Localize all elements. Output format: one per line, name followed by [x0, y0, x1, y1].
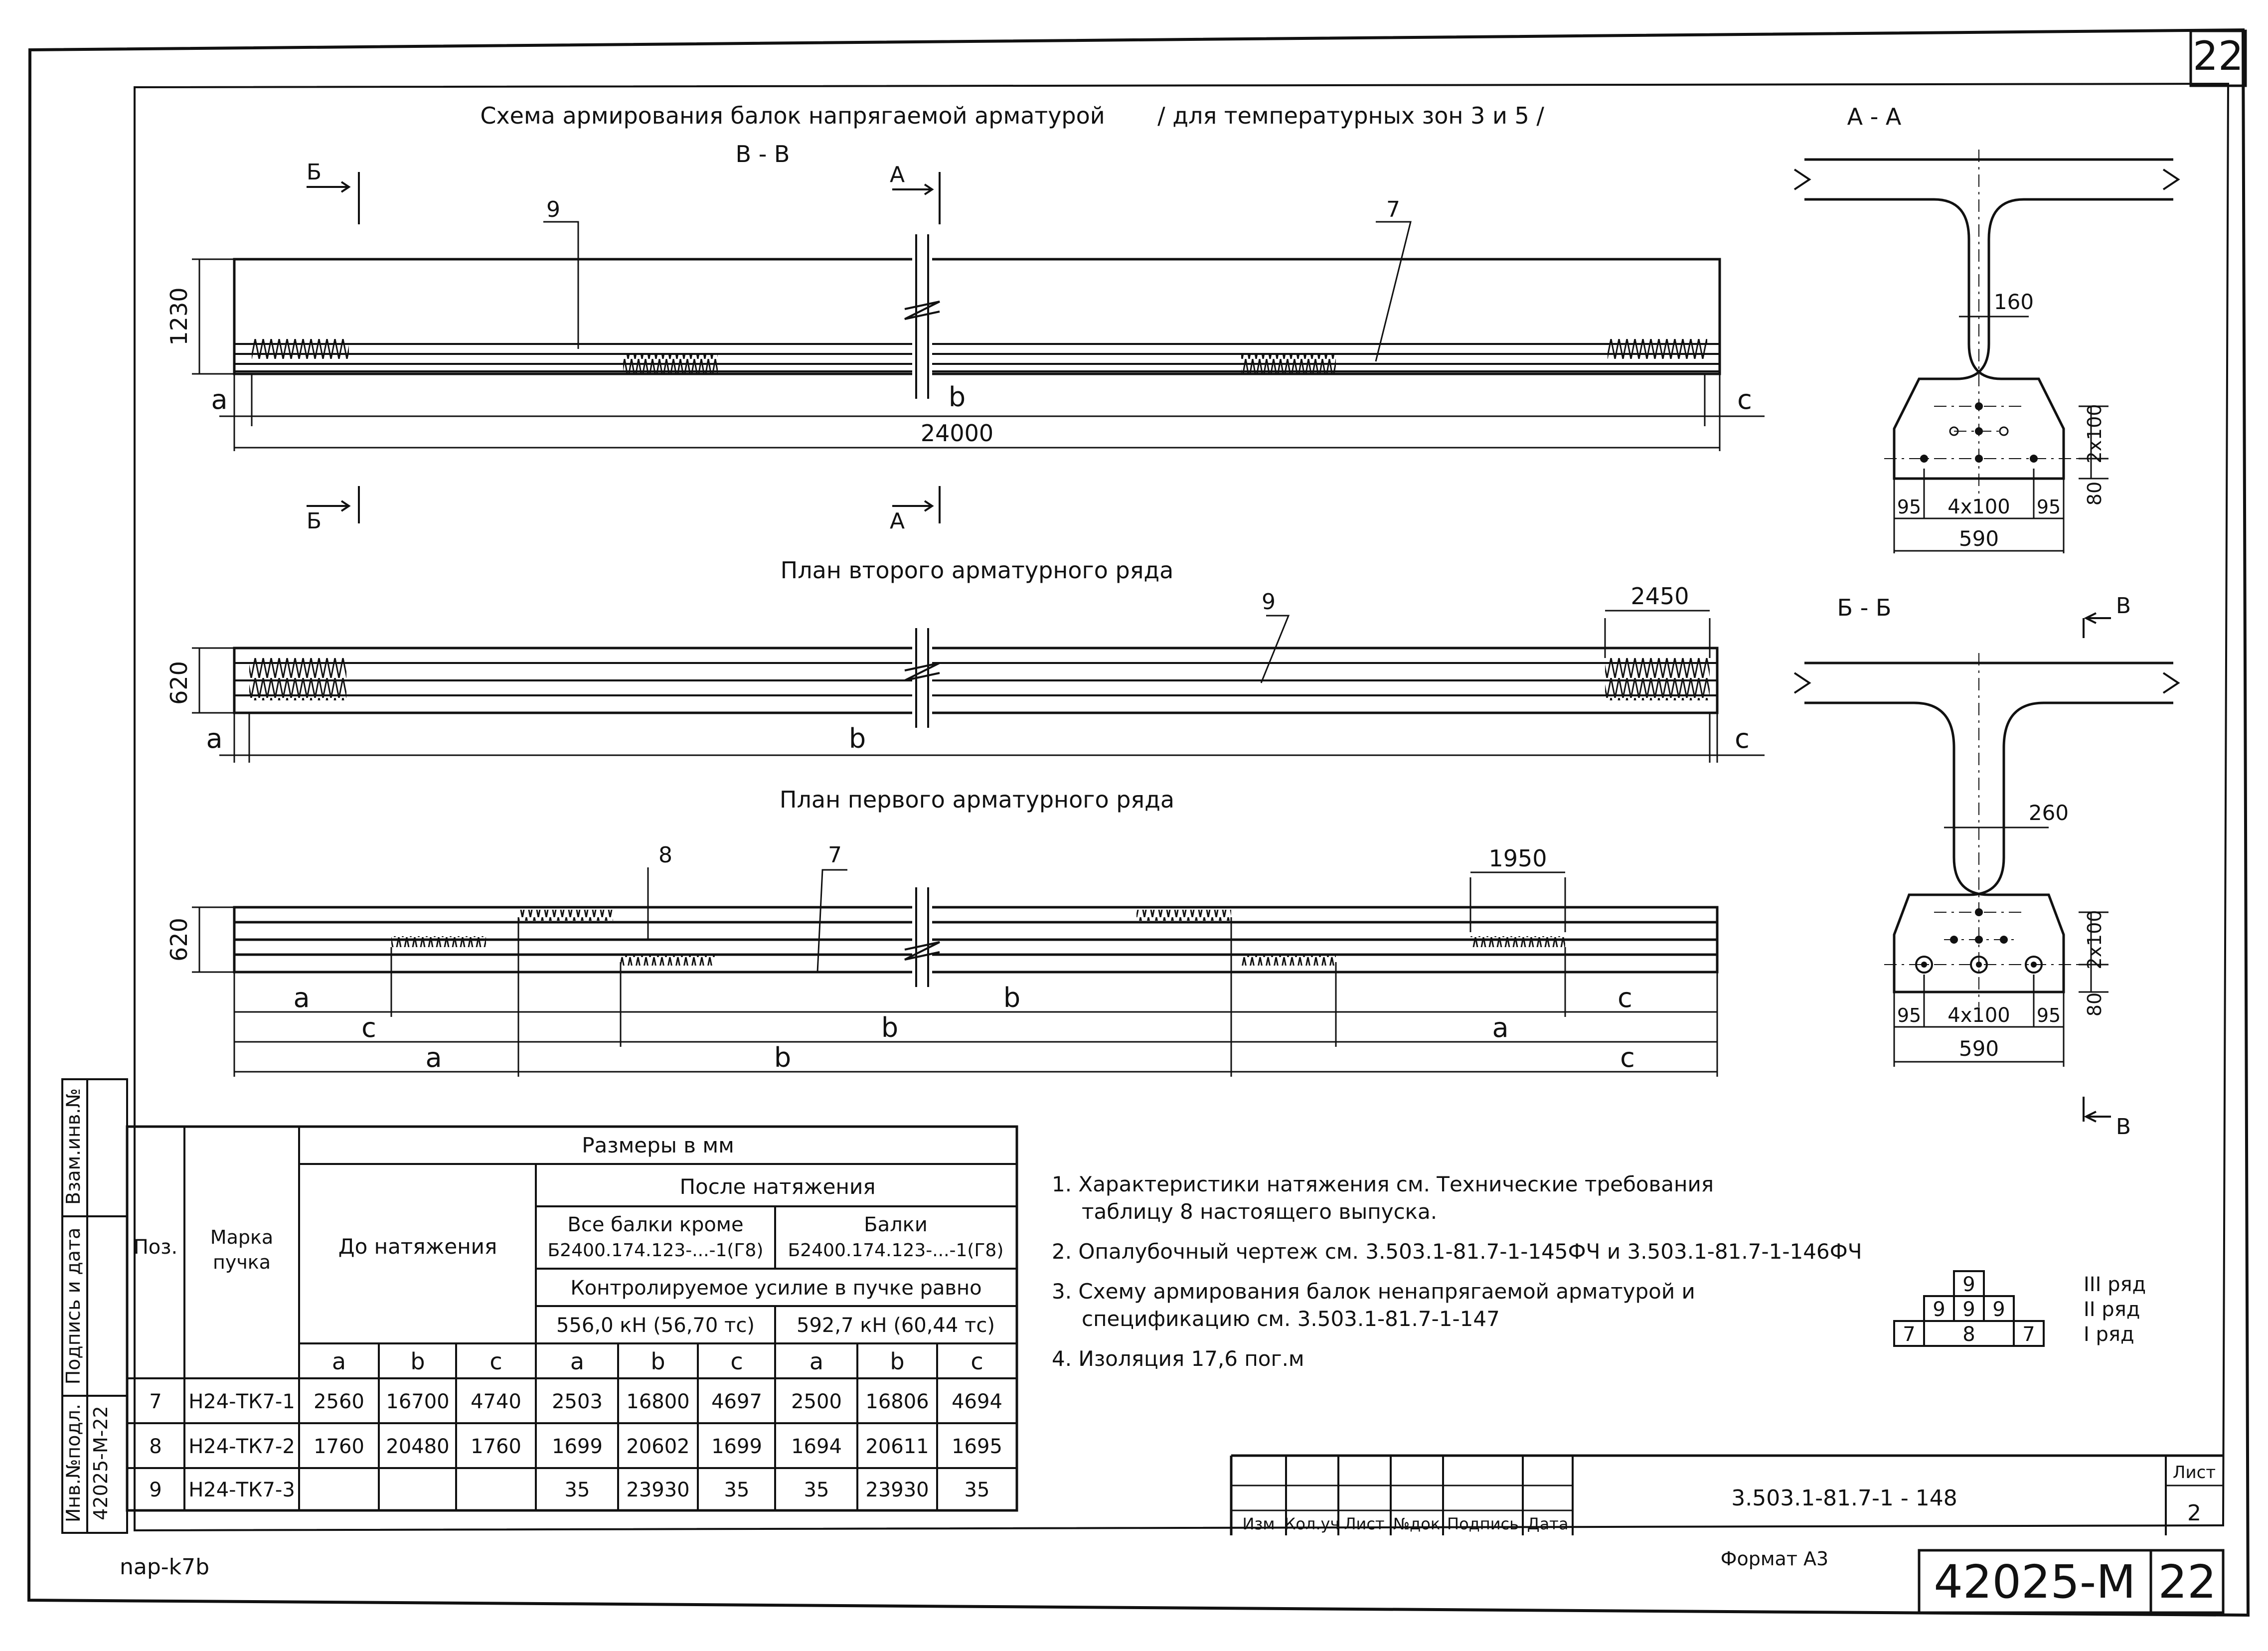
sheet-title: Схема армирования балок напрягаемой арматурой	[480, 102, 1105, 129]
elevation-pos-7: 7	[1386, 197, 1400, 222]
tb-archive-sheet: 22	[2158, 1555, 2217, 1609]
cell: 23930	[626, 1479, 690, 1501]
aa-web-dim: 160	[1993, 290, 2034, 314]
legend-mid-2: 9	[1992, 1298, 2005, 1321]
abc-6: a	[809, 1348, 824, 1375]
plan2-b-label: b	[848, 723, 866, 754]
table-header-before: До натяжения	[338, 1234, 497, 1259]
plan2-a-label: a	[206, 723, 223, 754]
plan1-row2-b: b	[881, 1012, 899, 1043]
tb-col-3: №док	[1393, 1514, 1441, 1533]
plan2-title: План второго арматурного ряда	[780, 557, 1174, 584]
table-header-after: После натяжения	[679, 1174, 876, 1199]
table-header-sizes: Размеры в мм	[582, 1133, 734, 1157]
note-3-cont: спецификацию см. 3.503.1-81.7-1-147	[1082, 1307, 1500, 1331]
cell: 1699	[552, 1435, 603, 1458]
cut-a-top: А	[889, 162, 905, 187]
plan1-row3-b: b	[774, 1042, 792, 1073]
bottom-left-note: nap-k7b	[119, 1554, 210, 1580]
aa-dim-95-left: 95	[1897, 496, 1922, 518]
abc-1: b	[410, 1348, 425, 1375]
legend-bot-2: 7	[2022, 1323, 2035, 1346]
cut-b-bottom: Б	[306, 508, 322, 534]
table-force-1: 556,0 кН (56,70 тс)	[556, 1314, 755, 1337]
plan1-row1-b: b	[1003, 982, 1021, 1013]
note-4: 4. Изоляция 17,6 пог.м	[1052, 1346, 1304, 1371]
table-row-8	[149, 1435, 1002, 1458]
plan1-span-dim: 1950	[1488, 845, 1547, 872]
elevation-b-label: b	[948, 381, 966, 413]
cell: 1695	[952, 1435, 1002, 1458]
section-aa	[1794, 150, 2178, 553]
table-abc-headers	[332, 1348, 983, 1375]
table-header-force: Контролируемое усилие в пучке равно	[570, 1277, 982, 1300]
legend-bot-1: 8	[1962, 1323, 1975, 1346]
note-1-cont: таблицу 8 настоящего выпуска.	[1082, 1199, 1438, 1224]
bb-dim-95-right: 95	[2036, 1004, 2061, 1026]
cell: 2500	[791, 1390, 842, 1413]
cell: 4694	[952, 1390, 1002, 1413]
cell: 7	[149, 1390, 162, 1413]
tb-sheet-number: 2	[2187, 1500, 2201, 1526]
abc-4: b	[650, 1348, 665, 1375]
plan2-pos-9: 9	[1262, 589, 1276, 615]
plan1-pos-8: 8	[658, 842, 672, 868]
aa-dim-4x100: 4x100	[1947, 495, 2010, 518]
legend-label-2: II ряд	[2084, 1298, 2140, 1321]
table-header-beams-code: Б2400.174.123-...-1(Г8)	[788, 1240, 1004, 1261]
legend-mid-0: 9	[1933, 1298, 1945, 1321]
legend-mid-1: 9	[1962, 1298, 1975, 1321]
tb-document-code: 3.503.1-81.7-1 - 148	[1731, 1486, 1957, 1511]
bb-cut-v-bottom: В	[2115, 1114, 2131, 1140]
tb-col-2: Лист	[1344, 1514, 1385, 1533]
abc-5: c	[730, 1348, 743, 1375]
legend-bot-0: 7	[1903, 1323, 1916, 1346]
plan1-row1-a: a	[293, 982, 310, 1013]
section-bb-title: Б - Б	[1837, 594, 1892, 621]
plan1-pos-7: 7	[828, 842, 842, 868]
cell: 2560	[314, 1390, 364, 1413]
stamp-orig-inv-value: 42025-M-22	[90, 1406, 112, 1520]
cell: 1699	[711, 1435, 762, 1458]
elevation-c-label: c	[1737, 384, 1752, 415]
cell: 16806	[865, 1390, 929, 1413]
table-header-pos: Поз.	[133, 1236, 178, 1259]
legend-label-1: I ряд	[2084, 1323, 2134, 1346]
plan2-beam	[192, 611, 1765, 763]
tb-col-0: Изм	[1242, 1514, 1275, 1533]
aa-bottom-dim: 80	[2084, 481, 2106, 506]
cell: 16800	[626, 1390, 690, 1413]
table-header-mark-2: пучка	[212, 1251, 271, 1273]
tb-col-1: Кол.уч	[1284, 1514, 1340, 1533]
plan1-beam	[192, 867, 1717, 1077]
note-2: 2. Опалубочный чертеж см. 3.503.1-81.7-1-145ФЧ и 3.503.1-81.7-1-146ФЧ	[1052, 1239, 1862, 1264]
cell: 23930	[865, 1479, 929, 1501]
cell: 4740	[471, 1390, 521, 1413]
cut-a-bottom: А	[889, 508, 905, 534]
plan1-row1-c: c	[1618, 982, 1632, 1013]
table-header-beams: Балки	[864, 1213, 928, 1236]
plan1-row3-c: c	[1620, 1042, 1635, 1073]
rows-legend-values	[1903, 1273, 2146, 1346]
note-1: 1. Характеристики натяжения см. Технические требования	[1052, 1172, 1714, 1196]
bb-web-dim: 260	[2028, 801, 2069, 825]
bb-dim-95-left: 95	[1897, 1004, 1922, 1026]
cell: 9	[149, 1479, 162, 1501]
cell: Н24-ТК7-2	[188, 1435, 295, 1458]
cell: Н24-ТК7-3	[188, 1479, 295, 1501]
cell: 1760	[314, 1435, 364, 1458]
cell: 35	[804, 1479, 829, 1501]
plan2-c-label: c	[1735, 723, 1750, 754]
table-row-7	[149, 1390, 1002, 1413]
cell: 20602	[626, 1435, 690, 1458]
elevation-length-dim: 24000	[920, 420, 994, 447]
tb-sheet-label: Лист	[2172, 1463, 2216, 1483]
table-header-all-code: Б2400.174.123-...-1(Г8)	[547, 1240, 764, 1261]
elevation-pos-9: 9	[546, 197, 560, 222]
plan1-width-dim: 620	[165, 918, 192, 962]
stamp-orig-inv: Инв.№подл.	[62, 1403, 84, 1523]
cell: 35	[724, 1479, 750, 1501]
title-block-cols	[1242, 1514, 1568, 1533]
plan2-span-dim: 2450	[1630, 583, 1689, 610]
tb-col-4: Подпись	[1447, 1514, 1519, 1533]
bb-total-dim: 590	[1958, 1036, 1999, 1061]
legend-top-0: 9	[1962, 1273, 1975, 1296]
corner-sheet-number: 22	[2193, 33, 2244, 79]
aa-total-dim: 590	[1958, 526, 1999, 551]
note-3: 3. Схему армирования балок ненапрягаемой арматурой и	[1052, 1279, 1695, 1304]
tb-col-5: Дата	[1527, 1514, 1569, 1533]
abc-2: c	[489, 1348, 502, 1375]
plan2-width-dim: 620	[165, 661, 192, 705]
bb-vertical-dim: 2x100	[2084, 910, 2106, 970]
elevation-a-label: a	[211, 384, 228, 415]
abc-0: a	[331, 1348, 346, 1375]
plan1-row3-a: a	[425, 1042, 442, 1073]
cell: 16700	[386, 1390, 450, 1413]
elevation-beam	[192, 172, 1765, 523]
tb-format: Формат А3	[1720, 1548, 1829, 1570]
zone-note: / для температурных зон 3 и 5 /	[1157, 102, 1544, 129]
abc-7: b	[890, 1348, 905, 1375]
cut-b-top: Б	[306, 160, 322, 185]
plan1-row2-a: a	[1492, 1012, 1509, 1043]
table-header-all: Все балки кроме	[567, 1213, 744, 1236]
cell: 20611	[865, 1435, 929, 1458]
abc-8: c	[971, 1348, 983, 1375]
plan1-row2-c: c	[361, 1012, 376, 1043]
notes	[1052, 1172, 1862, 1371]
legend-label-3: III ряд	[2084, 1273, 2146, 1296]
section-aa-title: А - А	[1847, 103, 1902, 130]
plan1-title: План первого арматурного ряда	[779, 786, 1175, 813]
bb-bottom-dim: 80	[2084, 992, 2106, 1017]
cell: 35	[564, 1479, 590, 1501]
cell: 8	[149, 1435, 162, 1458]
cell: Н24-ТК7-1	[188, 1390, 295, 1413]
tb-archive-number: 42025-M	[1934, 1555, 2136, 1609]
stamp-sign-date: Подпись и дата	[62, 1227, 84, 1385]
cell: 1760	[471, 1435, 521, 1458]
cell: 20480	[386, 1435, 450, 1458]
elevation-height-dim: 1230	[165, 287, 192, 346]
cell: 1694	[791, 1435, 842, 1458]
table-row-9	[149, 1479, 989, 1501]
cell: 35	[964, 1479, 990, 1501]
bb-cut-v-top: В	[2115, 593, 2131, 619]
cell: 4697	[711, 1390, 762, 1413]
bb-dim-4x100: 4x100	[1947, 1004, 2010, 1027]
table-header-mark-1: Марка	[210, 1226, 274, 1248]
cell: 2503	[552, 1390, 603, 1413]
elevation-title: В - В	[735, 141, 790, 167]
abc-3: a	[570, 1348, 585, 1375]
table-force-2: 592,7 кН (60,44 тс)	[797, 1314, 995, 1337]
aa-dim-95-right: 95	[2036, 496, 2061, 518]
aa-vertical-dim: 2x100	[2084, 404, 2106, 464]
stamp-replace-inv: Взам.инв.№	[62, 1088, 84, 1205]
